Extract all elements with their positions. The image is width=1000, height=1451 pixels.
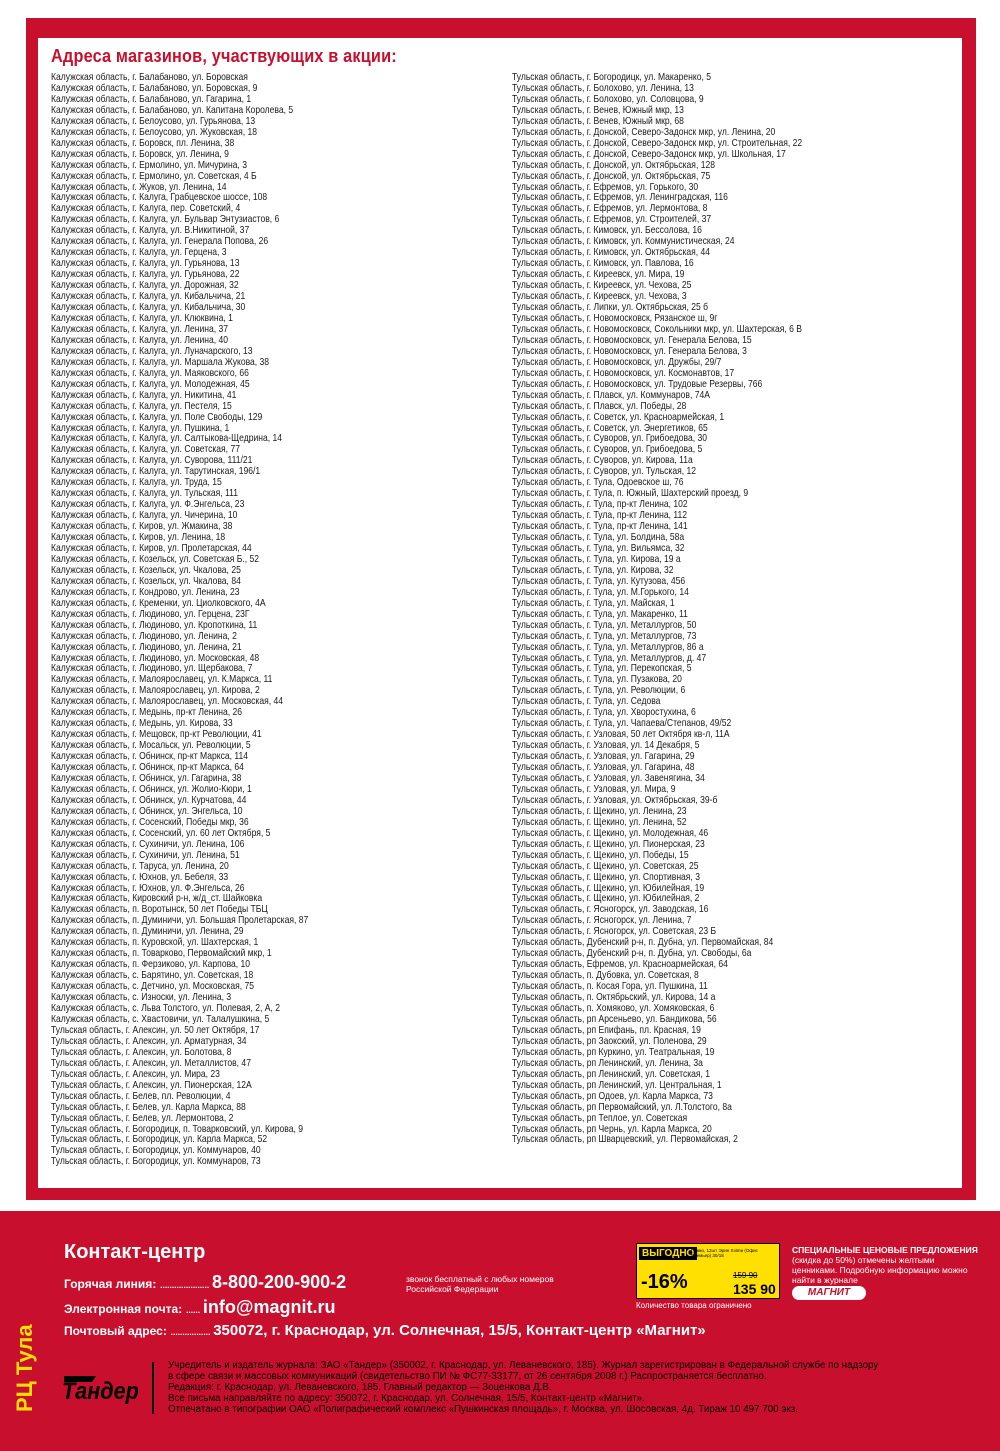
address-item: Калужская область, г. Калуга, ул. Кибальчича, 21 <box>51 291 246 303</box>
address-item: Калужская область, г. Белоусово, ул. Гурьянова, 13 <box>51 115 256 127</box>
contact-center-title: Контакт-центр <box>64 1241 206 1263</box>
address-item: Тульская область, г. Богородицк, ул. Коммунаров, 73 <box>51 1156 261 1168</box>
address-item: Тульская область, г. Тула, Одоевское ш, 76 <box>512 477 684 489</box>
special-offer-title: СПЕЦИАЛЬНЫЕ ЦЕНОВЫЕ ПРЕДЛОЖЕНИЯ <box>792 1245 978 1255</box>
address-item: Тульская область, рп Шварцевский, ул. Первомайская, 2 <box>512 1134 738 1146</box>
hotline-row: Горячая линия: ..................... 8-800-200-900-2 <box>64 1272 347 1292</box>
badge-old-price: 159 90 <box>733 1271 758 1280</box>
address-item: Тульская область, г. Богородицк, ул. Макаренко, 5 <box>512 72 711 83</box>
address-item: Калужская область, г. Киров, ул. Жмакина, 38 <box>51 521 233 533</box>
address-item: Калужская область, г. Балабаново, ул. Гагарина, 1 <box>51 93 252 105</box>
address-item: Тульская область, г. Щекино, ул. Пионерская, 23 <box>512 838 705 850</box>
address-item: Калужская область, г. Калуга, ул. Маяковского, 66 <box>51 367 249 379</box>
address-item: Калужская область, г. Калуга, ул. Дорожная, 32 <box>51 280 239 292</box>
address-item: Калужская область, г. Козельск, ул. Чкалова, 25 <box>51 564 241 576</box>
address-item: Тульская область, рп Первомайский, ул. Л.Толстого, 8а <box>512 1101 732 1113</box>
post-row: Почтовый адрес: ................. 350072, г. Краснодар, ул. Солнечная, 15/5, Контакт-центр «Магнит» <box>64 1322 706 1339</box>
address-item: Тульская область, рп Чернь, ул. Карла Маркса, 20 <box>512 1123 712 1135</box>
address-item: Калужская область, г. Таруса, ул. Ленина, 20 <box>51 860 229 872</box>
address-item: Тульская область, г. Плавск, ул. Победы, 28 <box>512 400 687 412</box>
address-item: Тульская область, г. Узловая, ул. Мира, 9 <box>512 783 676 795</box>
address-item: Тульская область, г. Богородицк, ул. Карла Маркса, 52 <box>51 1134 268 1146</box>
address-item: Тульская область, г. Тула, ул. Революции, 6 <box>512 685 686 697</box>
address-item: Калужская область, г. Сухиничи, ул. Ленина, 51 <box>51 849 240 861</box>
address-item: Тульская область, г. Ефремов, ул. Ленинградская, 116 <box>512 192 728 204</box>
address-item: Калужская область, г. Киров, ул. Пролетарская, 44 <box>51 542 252 554</box>
address-item: Калужская область, г. Калуга, ул. Суворова, 111/21 <box>51 455 253 467</box>
address-item: Калужская область, г. Балабаново, ул. Капитана Королева, 5 <box>51 104 294 116</box>
address-item: Калужская область, г. Обнинск, ул. Жолио-Кюри, 1 <box>51 783 252 795</box>
address-item: Калужская область, г. Козельск, ул. Советская Б., 52 <box>51 553 260 565</box>
address-item: Тульская область, г. Щекино, ул. Юбилейная, 19 <box>512 882 705 894</box>
address-item: Тульская область, г. Тула, ул. Майская, 1 <box>512 597 675 609</box>
address-item: Тульская область, г. Богородицк, п. Товарковский, ул. Кирова, 9 <box>51 1123 304 1135</box>
page-title: Адреса магазинов, участвующих в акции: <box>51 45 397 66</box>
badge-discount: -16% <box>641 1271 688 1293</box>
address-item: Калужская область, Кировский р-н, ж/д_ст. Шайковка <box>51 893 263 905</box>
address-item: Калужская область, г. Калуга, ул. Тарутинская, 196/1 <box>51 466 261 478</box>
address-item: Тульская область, г. Киреевск, ул. Чехова, 3 <box>512 291 687 303</box>
imprint-line: Редакция: г. Краснодар, ул. Леваневского, 185. Главный редактор — Зоценкова Д.В. <box>168 1382 552 1393</box>
address-item: Калужская область, г. Обнинск, ул. Курчатова, 44 <box>51 794 247 806</box>
special-offer-note <box>792 1245 982 1285</box>
address-item: Калужская область, г. Калуга, ул. Бульвар Энтузиастов, 6 <box>51 214 280 226</box>
address-item: Калужская область, г. Калуга, ул. Молодежная, 45 <box>51 378 250 390</box>
address-item: Калужская область, г. Обнинск, пр-кт Маркса, 64 <box>51 762 244 774</box>
address-item: Калужская область, с. Износки, ул. Ленина, 3 <box>51 992 232 1004</box>
free-call-note: звонок бесплатный с любых номеров Российской Федерации <box>406 1274 554 1294</box>
special-offer-text: (скидка до 50%) отмечены желтыми ценниками. Подробную информацию можно найти в журнале <box>792 1255 968 1285</box>
address-item: Калужская область, г. Киров, ул. Ленина, 18 <box>51 532 226 544</box>
address-item: Тульская область, г. Новомосковск, ул. Трудовые Резервы, 766 <box>512 378 763 390</box>
address-item: Калужская область, п. Думиничи, ул. Ленина, 29 <box>51 926 244 938</box>
address-item: Тульская область, Дубенский р-н, п. Дубна, ул. Первомайская, 84 <box>512 937 774 949</box>
address-item: Тульская область, г. Алексин, ул. Болотова, 8 <box>51 1046 232 1058</box>
address-item: Тульская область, г. Алексин, ул. Арматурная, 34 <box>51 1035 247 1047</box>
address-item: Калужская область, г. Малоярославец, ул. Московская, 44 <box>51 696 284 708</box>
address-item: Тульская область, п. Косая Гора, ул. Пушкина, 11 <box>512 981 708 993</box>
address-item: Калужская область, г. Калуга, ул. Никитина, 41 <box>51 389 237 401</box>
address-item: Тульская область, г. Новомосковск, ул. Генерала Белова, 15 <box>512 334 752 346</box>
address-item: Тульская область, г. Тула, ул. М.Горького, 14 <box>512 586 689 598</box>
address-item: Тульская область, г. Тула, п. Южный, Шахтерский проезд, 9 <box>512 488 749 500</box>
address-item: Тульская область, г. Алексин, ул. Пионерская, 12А <box>51 1079 252 1091</box>
quantity-note: Количество товара ограничено <box>636 1301 752 1310</box>
address-item: Калужская область, г. Калуга, ул. Клюквина, 1 <box>51 312 233 324</box>
address-item: Калужская область, п. Ферзиково, ул. Карпова, 10 <box>51 959 251 971</box>
address-item: Тульская область, г. Тула, пр-кт Ленина, 112 <box>512 510 688 522</box>
address-item: Тульская область, г. Киреевск, ул. Мира, 19 <box>512 269 685 281</box>
address-item: Тульская область, г. Щекино, ул. Ленина, 52 <box>512 816 687 828</box>
address-item: Тульская область, г. Тула, ул. Макаренко, 11 <box>512 608 688 620</box>
address-item: Тульская область, г. Тула, ул. Кирова, 19 а <box>512 553 681 565</box>
address-item: Тульская область, г. Ефремов, ул. Лермонтова, 8 <box>512 203 708 215</box>
address-item: Калужская область, г. Малоярославец, ул. К.Маркса, 11 <box>51 674 273 686</box>
address-item: Тульская область, г. Ясногорск, ул. Советская, 23 Б <box>512 926 717 938</box>
address-item: Тульская область, г. Донской, Северо-Задонск мкр, ул. Ленина, 20 <box>512 126 776 138</box>
address-item: Калужская область, с. Хвастовичи, ул. Талалушкина, 5 <box>51 1013 270 1025</box>
address-item: Тульская область, г. Тула, пр-кт Ленина, 141 <box>512 521 688 533</box>
badge-product: Гуммо, 12шт Эрин Хэппи (Офис Премьер) 30/18 <box>691 1248 758 1258</box>
address-item: Калужская область, г. Балабаново, ул. Боровская, 9 <box>51 82 258 94</box>
price-tag-sample <box>636 1243 780 1299</box>
address-item: Тульская область, г. Тула, ул. Вильямса, 32 <box>512 542 685 554</box>
address-item: Тульская область, г. Новомосковск, ул. Космонавтов, 17 <box>512 367 735 379</box>
address-item: Тульская область, г. Щекино, ул. Юбилейная, 2 <box>512 893 700 905</box>
imprint-text <box>168 1360 978 1415</box>
address-item: Калужская область, г. Калуга, ул. Гурьянова, 13 <box>51 258 240 270</box>
address-item: Калужская область, г. Калуга, ул. Маршала Жукова, 38 <box>51 356 270 368</box>
address-item: Калужская область, с. Детчино, ул. Московская, 75 <box>51 981 254 993</box>
address-item: Тульская область, г. Узловая, ул. Октябрьская, 39-б <box>512 794 718 806</box>
address-item: Тульская область, г. Венев, Южный мкр, 13 <box>512 104 684 116</box>
imprint-line: Отпечатано в типографии ОАО «Полиграфический комплекс «Пушкинская площадь», г. Москва, ул. Шосовская, 4д. Тираж 10 497 700 экз. <box>168 1404 798 1415</box>
address-item: Тульская область, г. Тула, ул. Перекопская, 5 <box>512 663 692 675</box>
region-label: РЦ Тула <box>12 1324 37 1412</box>
address-item: Калужская область, г. Калуга, ул. Салтыкова-Щедрина, 14 <box>51 433 283 445</box>
address-item: Калужская область, г. Калуга, ул. Тульская, 111 <box>51 488 239 500</box>
address-item: Тульская область, г. Белев, пл. Революции, 4 <box>51 1090 231 1102</box>
address-item: Калужская область, п. Товарково, Первомайский мкр, 1 <box>51 948 272 960</box>
address-item: Тульская область, г. Узловая, ул. Завенягина, 34 <box>512 773 705 784</box>
address-item: Калужская область, г. Обнинск, ул. Гагарина, 38 <box>51 773 242 784</box>
address-item: Калужская область, г. Медынь, пр-кт Ленина, 26 <box>51 707 242 719</box>
address-item: Тульская область, г. Тула, ул. Кутузова, 456 <box>512 575 686 587</box>
address-item: Калужская область, г. Кременки, ул. Циолковского, 4А <box>51 597 266 609</box>
address-item: Тульская область, г. Тула, ул. Металлургов, 50 <box>512 619 697 631</box>
address-item: Калужская область, г. Боровск, пл. Ленина, 38 <box>51 137 235 149</box>
address-item: Калужская область, г. Калуга, ул. Кибальчича, 30 <box>51 302 246 314</box>
address-item: Тульская область, г. Новомосковск, Рязанское ш, 9г <box>512 312 718 324</box>
address-item: Калужская область, г. Калуга, ул. Герцена, 3 <box>51 247 227 259</box>
address-item: Тульская область, п. Дубовка, ул. Советская, 8 <box>512 970 699 982</box>
address-item: Калужская область, г. Калуга, ул. Ленина, 40 <box>51 334 229 346</box>
address-item: Тульская область, г. Щекино, ул. Молодежная, 46 <box>512 827 709 839</box>
email-row: Электронная почта: ...... info@magnit.ru <box>64 1297 336 1317</box>
address-item: Тульская область, рп Арсеньево, ул. Бандикова, 56 <box>512 1013 717 1025</box>
hotline-number[interactable]: 8-800-200-900-2 <box>212 1272 347 1292</box>
address-item: Тульская область, г. Кимовск, ул. Октябрьская, 44 <box>512 247 711 259</box>
address-item: Калужская область, г. Людиново, ул. Кропоткина, 11 <box>51 619 258 631</box>
address-item: Калужская область, г. Людиново, ул. Ленина, 21 <box>51 641 242 653</box>
address-item: Тульская область, г. Новомосковск, ул. Дружбы, 29/7 <box>512 356 722 368</box>
address-item: Тульская область, г. Ясногорск, ул. Заводская, 16 <box>512 904 709 916</box>
address-item: Тульская область, г. Щекино, ул. Советская, 25 <box>512 860 699 872</box>
address-item: Тульская область, г. Советск, ул. Красноармейская, 1 <box>512 411 725 423</box>
address-item: Тульская область, рп Епифань, пл. Красная, 19 <box>512 1024 701 1036</box>
address-item: Калужская область, г. Юхнов, ул. Бебеля, 33 <box>51 871 229 883</box>
address-item: Тульская область, г. Узловая, ул. Гагарина, 48 <box>512 762 695 774</box>
address-item: Тульская область, Дубенский р-н, п. Дубна, ул. Свободы, 6а <box>512 948 752 960</box>
address-item: Тульская область, г. Богородицк, ул. Коммунаров, 40 <box>51 1145 261 1157</box>
imprint-line: Учредитель и издатель журнала: ЗАО «Тандер» (350002, г. Краснодар, ул. Леваневского, 185). Журнал зарегистрирован в Федеральной службе по надзору <box>168 1360 879 1371</box>
magnit-logo: МАГНИТ <box>792 1286 866 1300</box>
address-item: Тульская область, г. Белев, ул. Карла Маркса, 88 <box>51 1101 246 1113</box>
address-item: Калужская область, г. Калуга, ул. Пушкина, 1 <box>51 422 230 434</box>
badge-new-price: 135 90 <box>733 1281 776 1297</box>
address-item: Тульская область, г. Тула, ул. Хворостухина, 6 <box>512 707 696 719</box>
address-list-left <box>51 73 471 1168</box>
address-item: Тульская область, п. Хомяково, ул. Хомяковская, 6 <box>512 1003 715 1015</box>
address-item: Тульская область, г. Алексин, ул. Мира, 23 <box>51 1068 220 1080</box>
address-item: Калужская область, г. Людиново, ул. Московская, 48 <box>51 652 260 664</box>
address-item: Тульская область, г. Алексин, ул. Металлистов, 47 <box>51 1057 251 1069</box>
address-item: Тульская область, г. Ефремов, ул. Горького, 30 <box>512 181 699 193</box>
address-item: Калужская область, г. Мосальск, ул. Революции, 5 <box>51 740 251 752</box>
address-item: Калужская область, г. Медынь, ул. Кирова, 33 <box>51 718 233 730</box>
email-label: Электронная почта: <box>64 1302 183 1316</box>
address-item: Калужская область, г. Калуга, ул. Гурьянова, 22 <box>51 269 240 281</box>
address-item: Тульская область, г. Болохово, ул. Ленина, 13 <box>512 82 694 94</box>
tander-wordmark: Тандер <box>62 1378 139 1405</box>
address-item: Тульская область, г. Кимовск, ул. Бессолова, 16 <box>512 225 702 237</box>
address-item: Калужская область, г. Сосенский, Победы мкр, 36 <box>51 816 249 828</box>
address-item: Тульская область, г. Щекино, ул. Ленина, 23 <box>512 805 687 817</box>
address-item: Тульская область, г. Суворов, ул. Тульская, 12 <box>512 466 697 478</box>
address-item: Калужская область, г. Боровск, ул. Ленина, 9 <box>51 148 229 160</box>
address-item: Калужская область, г. Сосенский, ул. 60 лет Октября, 5 <box>51 827 271 839</box>
address-item: Тульская область, г. Болохово, ул. Соловцова, 9 <box>512 93 704 105</box>
address-item: Тульская область, рп Одоев, ул. Карла Маркса, 73 <box>512 1090 713 1102</box>
address-item: Тульская область, г. Тула, ул. Металлургов, д. 47 <box>512 652 707 664</box>
address-item: Тульская область, г. Белев, ул. Лермонтова, 2 <box>51 1112 234 1124</box>
address-item: Тульская область, г. Донской, Северо-Задонск мкр, ул. Строительная, 22 <box>512 137 803 149</box>
address-item: Тульская область, п. Октябрьский, ул. Кирова, 14 а <box>512 992 716 1004</box>
address-item: Калужская область, г. Людиново, ул. Герцена, 23Г <box>51 608 250 620</box>
address-item: Тульская область, г. Тула, ул. Металлургов, 86 а <box>512 641 704 653</box>
address-item: Калужская область, с. Барятино, ул. Советская, 18 <box>51 970 254 982</box>
address-item: Тульская область, г. Щекино, ул. Спортивная, 3 <box>512 871 700 883</box>
address-item: Тульская область, г. Новомосковск, Сокольники мкр, ул. Шахтерская, 6 В <box>512 323 802 335</box>
address-item: Калужская область, г. Калуга, ул. В.Никитиной, 37 <box>51 225 250 237</box>
address-item: Калужская область, г. Людиново, ул. Ленина, 2 <box>51 630 237 642</box>
address-item: Тульская область, г. Ясногорск, ул. Ленина, 7 <box>512 915 692 927</box>
address-item: Тульская область, г. Ефремов, ул. Строителей, 37 <box>512 214 712 226</box>
post-address: 350072, г. Краснодар, ул. Солнечная, 15/5, Контакт-центр «Магнит» <box>213 1322 706 1339</box>
address-item: Тульская область, г. Новомосковск, ул. Генерала Белова, 3 <box>512 345 747 357</box>
address-item: Тульская область, г. Кимовск, ул. Павлова, 16 <box>512 258 694 270</box>
badge-word: ВЫГОДНО <box>639 1247 697 1260</box>
address-item: Тульская область, г. Тула, ул. Пузакова, 20 <box>512 674 682 686</box>
address-item: Калужская область, г. Калуга, ул. Ленина, 37 <box>51 323 229 335</box>
address-item: Калужская область, г. Малоярославец, ул. Кирова, 2 <box>51 685 260 697</box>
address-item: Калужская область, п. Воротынск, 50 лет Победы ТБЦ <box>51 904 268 916</box>
address-item: Тульская область, г. Суворов, ул. Кирова, 11а <box>512 455 693 467</box>
address-item: Калужская область, г. Белоусово, ул. Жуковская, 18 <box>51 126 258 138</box>
address-item: Калужская область, г. Обнинск, пр-кт Маркса, 114 <box>51 751 249 763</box>
address-item: Калужская область, г. Калуга, ул. Чичерина, 10 <box>51 510 238 522</box>
address-item: Калужская область, г. Калуга, ул. Труда, 15 <box>51 477 222 489</box>
imprint-line: Все письма направляйте по адресу: 350072, г. Краснодар, ул. Солнечная, 15/5, Контакт-центр «Магнит». <box>168 1393 645 1404</box>
address-item: Калужская область, г. Калуга, ул. Генерала Попова, 26 <box>51 236 269 248</box>
address-item: Тульская область, рп Ленинский, ул. Центральная, 1 <box>512 1079 722 1091</box>
address-item: Тульская область, г. Тула, ул. Седова <box>512 696 661 708</box>
address-item: Тульская область, г. Липки, ул. Октябрьская, 25 б <box>512 302 709 314</box>
address-item: Калужская область, г. Юхнов, ул. Ф.Энгельса, 26 <box>51 882 245 894</box>
address-item: Тульская область, рп Ленинский, ул. Ленина, 3а <box>512 1057 703 1069</box>
address-item: Тульская область, г. Тула, ул. Чапаева/Степанов, 49/52 <box>512 718 732 730</box>
address-item: Калужская область, г. Людиново, ул. Щербакова, 7 <box>51 663 253 675</box>
address-item: Калужская область, г. Ермолино, ул. Советская, 4 Б <box>51 170 257 182</box>
address-item: Тульская область, г. Донской, ул. Октябрьская, 75 <box>512 170 711 182</box>
post-label: Почтовый адрес: <box>64 1324 167 1338</box>
address-item: Тульская область, г. Суворов, ул. Грибоедова, 30 <box>512 433 708 445</box>
address-item: Тульская область, рп Заокский, ул. Поленова, 29 <box>512 1035 707 1047</box>
address-item: Калужская область, г. Жуков, ул. Ленина, 14 <box>51 181 227 193</box>
address-item: Тульская область, г. Донской, Северо-Задонск мкр, ул. Школьная, 17 <box>512 148 786 160</box>
footer-divider <box>152 1362 154 1414</box>
imprint-line: в сфере связи и массовых коммуникаций (свидетельство ПИ № ФС77-33177, от 26 сентября 2008 г.) Распространяется бесплатно. <box>168 1371 767 1382</box>
address-item: Тульская область, г. Тула, ул. Кирова, 32 <box>512 564 674 576</box>
address-item: Калужская область, г. Ермолино, ул. Мичурина, 3 <box>51 159 247 171</box>
address-item: Калужская область, г. Калуга, пер. Советский, 4 <box>51 203 241 215</box>
email-link[interactable]: info@magnit.ru <box>202 1297 336 1317</box>
address-item: Тульская область, г. Тула, пр-кт Ленина, 102 <box>512 499 688 511</box>
address-item: Калужская область, г. Козельск, ул. Чкалова, 84 <box>51 575 241 587</box>
address-item: Тульская область, г. Киреевск, ул. Чехова, 25 <box>512 280 692 292</box>
address-item: Тульская область, г. Советск, ул. Энергетиков, 65 <box>512 422 708 434</box>
address-item: Калужская область, г. Мещовск, пр-кт Революции, 41 <box>51 729 262 741</box>
address-item: Тульская область, рп Куркино, ул. Театральная, 19 <box>512 1046 715 1058</box>
address-item: Тульская область, г. Донской, ул. Октябрьская, 128 <box>512 159 715 171</box>
address-item: Тульская область, Ефремов, ул. Красноармейская, 64 <box>512 959 728 971</box>
address-item: Калужская область, г. Обнинск, ул. Энгельса, 10 <box>51 805 243 817</box>
address-item: Тульская область, г. Узловая, ул. 14 Декабря, 5 <box>512 740 700 752</box>
address-item: Тульская область, г. Тула, ул. Болдина, 58а <box>512 532 685 544</box>
address-item: Калужская область, с. Льва Толстого, ул. Полевая, 2, А, 2 <box>51 1003 281 1015</box>
address-item: Калужская область, г. Калуга, ул. Советская, 77 <box>51 444 240 456</box>
address-item: Калужская область, г. Кондрово, ул. Ленина, 23 <box>51 586 240 598</box>
tander-logo <box>62 1372 144 1410</box>
address-item: Тульская область, г. Узловая, 50 лет Октября кв-л, 11А <box>512 729 730 741</box>
address-item: Тульская область, г. Алексин, ул. 50 лет Октября, 17 <box>51 1024 260 1036</box>
address-item: Калужская область, г. Калуга, ул. Луначарского, 13 <box>51 345 253 357</box>
address-item: Тульская область, г. Суворов, ул. Грибоедова, 5 <box>512 444 703 456</box>
address-item: Калужская область, г. Сухиничи, ул. Ленина, 106 <box>51 838 245 850</box>
address-item: Калужская область, г. Калуга, ул. Поле Свободы, 129 <box>51 411 263 423</box>
address-item: Тульская область, рп Ленинский, ул. Советская, 1 <box>512 1068 711 1080</box>
address-item: Калужская область, п. Куровской, ул. Шахтерская, 1 <box>51 937 259 949</box>
address-item: Тульская область, г. Узловая, ул. Гагарина, 29 <box>512 751 695 763</box>
address-item: Калужская область, г. Калуга, ул. Ф.Энгельса, 23 <box>51 499 245 511</box>
address-item: Тульская область, г. Кимовск, ул. Коммунистическая, 24 <box>512 236 735 248</box>
address-item: Тульская область, г. Венев, Южный мкр, 68 <box>512 115 684 127</box>
hotline-label: Горячая линия: <box>64 1277 157 1291</box>
address-item: Тульская область, г. Плавск, ул. Коммунаров, 74А <box>512 389 710 401</box>
address-item: Калужская область, г. Калуга, Грабцевское шоссе, 108 <box>51 192 268 204</box>
address-item: Тульская область, г. Щекино, ул. Победы, 15 <box>512 849 689 861</box>
address-item: Тульская область, рп Теплое, ул. Советская <box>512 1112 688 1124</box>
address-list-right <box>512 73 952 1146</box>
address-item: Калужская область, г. Калуга, ул. Пестеля, 15 <box>51 400 232 412</box>
address-item: Тульская область, г. Тула, ул. Металлургов, 73 <box>512 630 697 642</box>
address-item: Калужская область, п. Думиничи, ул. Большая Пролетарская, 87 <box>51 915 309 927</box>
address-item: Калужская область, г. Балабаново, ул. Боровская <box>51 72 248 83</box>
